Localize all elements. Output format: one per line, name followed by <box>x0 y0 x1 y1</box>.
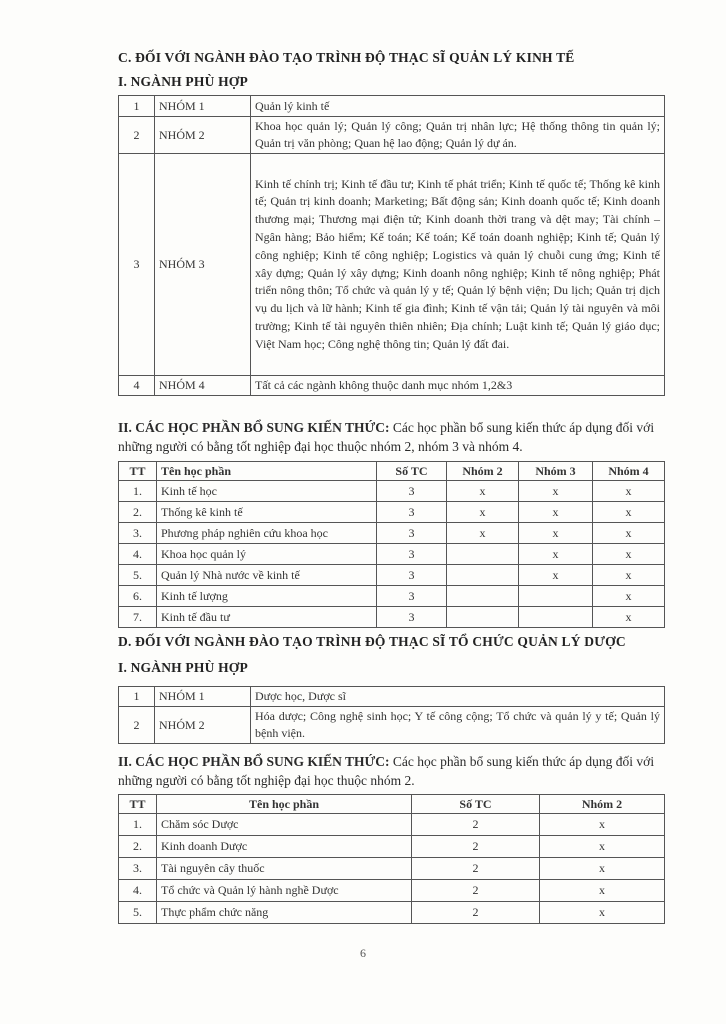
table-row <box>119 96 665 117</box>
course-name: Kinh tế đầu tư <box>157 607 377 628</box>
course-tt: 1. <box>119 814 157 836</box>
table-header-row <box>119 462 665 481</box>
course-credits: 2 <box>412 880 540 902</box>
group-number: 2 <box>119 117 155 154</box>
course-credits: 3 <box>377 565 447 586</box>
course-group2-mark <box>447 565 519 586</box>
table-row <box>119 607 665 628</box>
course-credits: 3 <box>377 481 447 502</box>
course-group2-mark: x <box>540 858 665 880</box>
group-number: 1 <box>119 96 155 117</box>
course-group2-mark: x <box>540 814 665 836</box>
group-description: Kinh tế chính trị; Kinh tế đầu tư; Kinh tế phát triển; Kinh tế quốc tế; Thống kê kinh tế; Quản trị kinh doanh; Marketing; Bất động sản; Kinh doanh quốc tế; Kinh doanh thương mại; Thương mại điện tử; Kinh doanh thời trang và dệt may; Tài chính – Ngân hàng; Bảo hiểm; Kế toán; Kế toán; Kế toán doanh nghiệp; Kinh tế; Quản lý công nghiệp; Kinh tế công nghiệp; Logistics và quản lý chuỗi cung ứng; Kinh tế xây dựng; Quản lý xây dựng; Kinh doanh nông nghiệp; Kinh tế nông nghiệp; Phát triển nông thôn; Tổ chức và quản lý y tế; Quản lý bệnh viện; Du lịch; Quản trị dịch vụ du lịch và lữ hành; Kinh tế gia đình; Kinh tế vận tải; Quản lý tài nguyên và môi trường; Kinh tế tài nguyên thiên nhiên; Địa chính; Luật kinh tế; Quản lý giáo dục; Việt Nam học; Công nghệ thông tin; Quản lý đất đai. <box>251 154 665 376</box>
course-credits: 2 <box>412 858 540 880</box>
table-header-row <box>119 795 665 814</box>
section-d-title: D. ĐỐI VỚI NGÀNH ĐÀO TẠO TRÌNH ĐỘ THẠC SĨ TỔ CHỨC QUẢN LÝ DƯỢC <box>118 634 626 649</box>
col-header-course-name: Tên học phần <box>157 795 412 814</box>
section-d-subtitle: I. NGÀNH PHÙ HỢP <box>118 660 248 675</box>
group-description: Dược học, Dược sĩ <box>251 687 665 707</box>
col-header-group3: Nhóm 3 <box>519 462 593 481</box>
course-tt: 5. <box>119 565 157 586</box>
course-name: Tài nguyên cây thuốc <box>157 858 412 880</box>
section-c-supplement-paragraph <box>118 418 663 456</box>
table-row <box>119 502 665 523</box>
group-number: 3 <box>119 154 155 376</box>
course-group2-mark: x <box>540 902 665 924</box>
course-group2-mark: x <box>540 880 665 902</box>
table-row <box>119 544 665 565</box>
course-tt: 7. <box>119 607 157 628</box>
table-row <box>119 586 665 607</box>
course-group4-mark: x <box>593 607 665 628</box>
course-name: Thực phẩm chức năng <box>157 902 412 924</box>
course-name: Tổ chức và Quản lý hành nghề Dược <box>157 880 412 902</box>
group-description: Khoa học quản lý; Quản lý công; Quản trị nhân lực; Hệ thống thông tin quản lý; Quản trị văn phòng; Quan hệ lao động; Quản lý dự án. <box>251 117 665 154</box>
course-name: Chăm sóc Dược <box>157 814 412 836</box>
course-group3-mark: x <box>519 481 593 502</box>
section-c-courses-table <box>118 461 665 628</box>
table-row <box>119 565 665 586</box>
course-tt: 3. <box>119 523 157 544</box>
table-row <box>119 481 665 502</box>
course-name: Kinh tế lượng <box>157 586 377 607</box>
course-group4-mark: x <box>593 481 665 502</box>
course-group2-mark: x <box>447 502 519 523</box>
section-c-supplement-text: Các học phần bổ sung kiến thức áp dụng đối với những người có bằng tốt nghiệp đại học thuộc nhóm 2, nhóm 3 và nhóm 4. <box>118 420 655 454</box>
course-credits: 3 <box>377 502 447 523</box>
table-row <box>119 687 665 707</box>
section-d-supplement-text: Các học phần bổ sung kiến thức áp dụng đối với những người có bằng tốt nghiệp đại học thuộc nhóm 2. <box>118 754 655 788</box>
group-number: 2 <box>119 707 155 744</box>
course-group4-mark: x <box>593 502 665 523</box>
table-row <box>119 523 665 544</box>
course-credits: 3 <box>377 607 447 628</box>
course-group3-mark <box>519 607 593 628</box>
course-credits: 2 <box>412 836 540 858</box>
course-credits: 3 <box>377 523 447 544</box>
table-row <box>119 117 665 154</box>
section-d-courses-table <box>118 794 665 924</box>
course-name: Khoa học quản lý <box>157 544 377 565</box>
course-tt: 6. <box>119 586 157 607</box>
col-header-course-name: Tên học phần <box>157 462 377 481</box>
group-number: 4 <box>119 376 155 396</box>
section-c-supplement-title: II. CÁC HỌC PHẦN BỔ SUNG KIẾN THỨC: <box>118 420 390 435</box>
course-group2-mark <box>447 607 519 628</box>
course-name: Kinh tế học <box>157 481 377 502</box>
col-header-group2: Nhóm 2 <box>540 795 665 814</box>
course-group4-mark: x <box>593 523 665 544</box>
group-description: Hóa dược; Công nghệ sinh học; Y tế công cộng; Tổ chức và quản lý y tế; Quản lý bệnh viện. <box>251 707 665 744</box>
group-name: NHÓM 4 <box>155 376 251 396</box>
course-group3-mark: x <box>519 523 593 544</box>
course-group3-mark: x <box>519 502 593 523</box>
group-name: NHÓM 3 <box>155 154 251 376</box>
course-tt: 5. <box>119 902 157 924</box>
table-row <box>119 836 665 858</box>
table-row <box>119 154 665 376</box>
table-row <box>119 707 665 744</box>
table-row <box>119 858 665 880</box>
col-header-tt: TT <box>119 462 157 481</box>
section-d-supplement-title: II. CÁC HỌC PHẦN BỔ SUNG KIẾN THỨC: <box>118 754 390 769</box>
group-name: NHÓM 2 <box>155 707 251 744</box>
course-group3-mark: x <box>519 565 593 586</box>
table-row <box>119 814 665 836</box>
course-name: Thống kê kinh tế <box>157 502 377 523</box>
col-header-group4: Nhóm 4 <box>593 462 665 481</box>
group-name: NHÓM 1 <box>155 96 251 117</box>
course-tt: 1. <box>119 481 157 502</box>
course-group2-mark: x <box>540 836 665 858</box>
col-header-credits: Số TC <box>412 795 540 814</box>
course-group4-mark: x <box>593 544 665 565</box>
col-header-credits: Số TC <box>377 462 447 481</box>
course-group2-mark <box>447 586 519 607</box>
course-group2-mark <box>447 544 519 565</box>
course-group4-mark: x <box>593 586 665 607</box>
course-group3-mark <box>519 586 593 607</box>
section-c-subtitle: I. NGÀNH PHÙ HỢP <box>118 74 248 89</box>
course-name: Quản lý Nhà nước về kinh tế <box>157 565 377 586</box>
section-d-groups-table <box>118 686 665 744</box>
course-tt: 2. <box>119 836 157 858</box>
course-credits: 2 <box>412 814 540 836</box>
section-c-groups-table <box>118 95 665 396</box>
group-name: NHÓM 2 <box>155 117 251 154</box>
course-tt: 2. <box>119 502 157 523</box>
course-group4-mark: x <box>593 565 665 586</box>
course-credits: 2 <box>412 902 540 924</box>
course-group3-mark: x <box>519 544 593 565</box>
course-credits: 3 <box>377 586 447 607</box>
table-row <box>119 902 665 924</box>
course-tt: 3. <box>119 858 157 880</box>
course-tt: 4. <box>119 880 157 902</box>
group-description: Quản lý kinh tế <box>251 96 665 117</box>
course-name: Phương pháp nghiên cứu khoa học <box>157 523 377 544</box>
col-header-group2: Nhóm 2 <box>447 462 519 481</box>
col-header-tt: TT <box>119 795 157 814</box>
table-row <box>119 880 665 902</box>
group-name: NHÓM 1 <box>155 687 251 707</box>
group-description: Tất cả các ngành không thuộc danh mục nhóm 1,2&3 <box>251 376 665 396</box>
course-credits: 3 <box>377 544 447 565</box>
course-name: Kinh doanh Dược <box>157 836 412 858</box>
course-group2-mark: x <box>447 481 519 502</box>
section-c-title: C. ĐỐI VỚI NGÀNH ĐÀO TẠO TRÌNH ĐỘ THẠC SĨ QUẢN LÝ KINH TẾ <box>118 50 575 65</box>
section-d-supplement-paragraph <box>118 752 663 790</box>
course-tt: 4. <box>119 544 157 565</box>
page-number: 6 <box>360 946 366 960</box>
course-group2-mark: x <box>447 523 519 544</box>
group-number: 1 <box>119 687 155 707</box>
table-row <box>119 376 665 396</box>
